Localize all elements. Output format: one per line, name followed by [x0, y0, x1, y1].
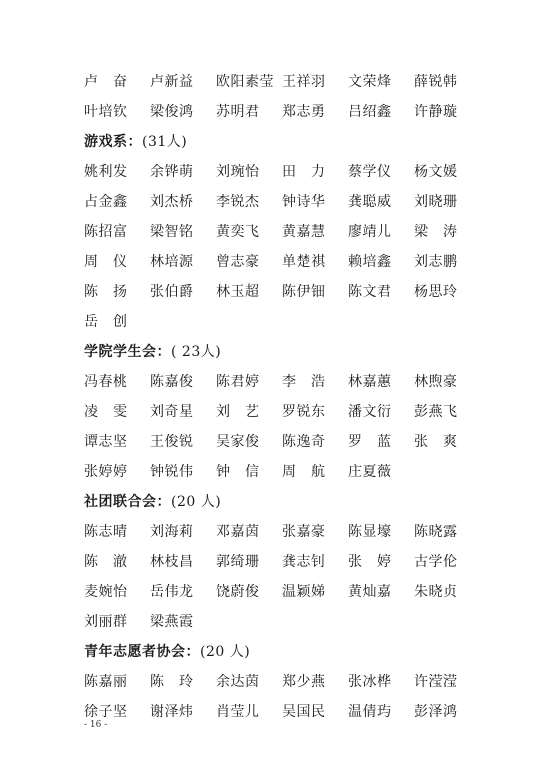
member-name: 吴国民 — [282, 704, 326, 720]
member-name: 庄夏薇 — [348, 464, 392, 480]
member-name: 麦婉怡 — [84, 584, 128, 600]
member-name: 文荣烽 — [348, 74, 392, 90]
member-name: 龚聪威 — [348, 194, 392, 210]
member-name: 陈君婷 — [216, 374, 260, 390]
member-name: 潘文衍 — [348, 404, 392, 420]
section-count: (20 人) — [200, 644, 251, 660]
name-row — [84, 96, 484, 126]
member-name: 王俊锐 — [150, 434, 194, 450]
page-number: - 16 - — [84, 720, 108, 730]
member-name: 陈招富 — [84, 224, 128, 240]
member-name: 彭燕飞 — [414, 404, 458, 420]
member-name: 彭泽鸿 — [414, 704, 458, 720]
name-row — [84, 606, 484, 636]
name-row — [84, 456, 484, 486]
member-name: 周 航 — [282, 464, 326, 480]
member-name: 林枝昌 — [150, 554, 194, 570]
name-row — [84, 576, 484, 606]
member-name: 陈显壕 — [348, 524, 392, 540]
member-name: 王祥羽 — [282, 74, 326, 90]
member-name: 张伯爵 — [150, 284, 194, 300]
name-row — [84, 666, 484, 696]
section-heading — [84, 126, 484, 156]
member-name: 薛锐韩 — [414, 74, 458, 90]
member-name: 刘丽群 — [84, 614, 128, 630]
member-name: 张婷婷 — [84, 464, 128, 480]
member-name: 郑志勇 — [282, 104, 326, 120]
member-name: 龚志钊 — [282, 554, 326, 570]
member-name: 许滢滢 — [414, 674, 458, 690]
member-name: 张冰桦 — [348, 674, 392, 690]
member-name: 张 婷 — [348, 554, 392, 570]
member-name: 李 浩 — [282, 374, 326, 390]
member-name: 曾志豪 — [216, 254, 260, 270]
section-heading — [84, 336, 484, 366]
member-name: 梁俊鸿 — [150, 104, 194, 120]
member-name: 杨文媛 — [414, 164, 458, 180]
member-name: 赖培鑫 — [348, 254, 392, 270]
member-name: 刘海莉 — [150, 524, 194, 540]
member-name: 刘志鹏 — [414, 254, 458, 270]
member-name: 陈文君 — [348, 284, 392, 300]
name-row — [84, 366, 484, 396]
name-row — [84, 696, 484, 726]
member-name: 卢新益 — [150, 74, 194, 90]
member-name: 古学伦 — [414, 554, 458, 570]
section-title: 游戏系： — [84, 134, 142, 150]
member-name: 吴家俊 — [216, 434, 260, 450]
name-list-document — [84, 66, 484, 726]
section-count: (31人) — [142, 134, 188, 150]
member-name: 单楚祺 — [282, 254, 326, 270]
member-name: 刘晓珊 — [414, 194, 458, 210]
member-name: 欧阳素莹 — [216, 74, 274, 90]
section-title: 青年志愿者协会： — [84, 644, 200, 660]
name-row — [84, 156, 484, 186]
member-name: 蔡学仪 — [348, 164, 392, 180]
member-name: 周 仪 — [84, 254, 128, 270]
section-count: (20 人) — [171, 494, 222, 510]
member-name: 许静璇 — [414, 104, 458, 120]
member-name: 刘奇星 — [150, 404, 194, 420]
member-name: 陈 玲 — [150, 674, 194, 690]
member-name: 陈 澈 — [84, 554, 128, 570]
member-name: 黄灿嘉 — [348, 584, 392, 600]
name-row — [84, 246, 484, 276]
member-name: 岳伟龙 — [150, 584, 194, 600]
member-name: 凌 雯 — [84, 404, 128, 420]
member-name: 朱晓贞 — [414, 584, 458, 600]
member-name: 陈逸奇 — [282, 434, 326, 450]
member-name: 谭志坚 — [84, 434, 128, 450]
name-row — [84, 216, 484, 246]
member-name: 郭绮珊 — [216, 554, 260, 570]
member-name: 陈志晴 — [84, 524, 128, 540]
member-name: 钟 信 — [216, 464, 260, 480]
member-name: 梁燕霞 — [150, 614, 194, 630]
member-name: 陈晓露 — [414, 524, 458, 540]
name-row — [84, 66, 484, 96]
name-row — [84, 396, 484, 426]
name-row — [84, 426, 484, 456]
member-name: 林培源 — [150, 254, 194, 270]
member-name: 吕绍鑫 — [348, 104, 392, 120]
member-name: 陈嘉丽 — [84, 674, 128, 690]
member-name: 肖莹儿 — [216, 704, 260, 720]
member-name: 饶蔚俊 — [216, 584, 260, 600]
name-row — [84, 546, 484, 576]
member-name: 刘 艺 — [216, 404, 260, 420]
section-heading — [84, 636, 484, 666]
member-name: 李锐杰 — [216, 194, 260, 210]
member-name: 黄奕飞 — [216, 224, 260, 240]
member-name: 廖靖儿 — [348, 224, 392, 240]
member-name: 岳 创 — [84, 314, 128, 330]
name-row — [84, 516, 484, 546]
name-row — [84, 186, 484, 216]
member-name: 杨思玲 — [414, 284, 458, 300]
member-name: 林煦豪 — [414, 374, 458, 390]
section-title: 社团联合会： — [84, 494, 171, 510]
member-name: 温倩玙 — [348, 704, 392, 720]
member-name: 冯春桃 — [84, 374, 128, 390]
member-name: 张嘉豪 — [282, 524, 326, 540]
section-heading — [84, 486, 484, 516]
member-name: 刘杰桥 — [150, 194, 194, 210]
name-row — [84, 276, 484, 306]
member-name: 钟诗华 — [282, 194, 326, 210]
member-name: 卢 奋 — [84, 74, 128, 90]
section-count: ( 23人) — [171, 344, 222, 360]
member-name: 陈嘉俊 — [150, 374, 194, 390]
member-name: 田 力 — [282, 164, 326, 180]
member-name: 刘琬怡 — [216, 164, 260, 180]
member-name: 陈 扬 — [84, 284, 128, 300]
member-name: 郑少燕 — [282, 674, 326, 690]
name-row — [84, 306, 484, 336]
member-name: 黄嘉慧 — [282, 224, 326, 240]
section-title: 学院学生会： — [84, 344, 171, 360]
member-name: 苏明君 — [216, 104, 260, 120]
member-name: 徐子坚 — [84, 704, 128, 720]
member-name: 占金鑫 — [84, 194, 128, 210]
member-name: 叶培钦 — [84, 104, 128, 120]
member-name: 罗锐东 — [282, 404, 326, 420]
member-name: 林嘉蕙 — [348, 374, 392, 390]
member-name: 钟锐伟 — [150, 464, 194, 480]
member-name: 温颖娣 — [282, 584, 326, 600]
member-name: 陈伊钿 — [282, 284, 326, 300]
member-name: 邓嘉茵 — [216, 524, 260, 540]
member-name: 林玉超 — [216, 284, 260, 300]
member-name: 姚利发 — [84, 164, 128, 180]
member-name: 余铧萌 — [150, 164, 194, 180]
member-name: 谢泽炜 — [150, 704, 194, 720]
member-name: 罗 蓝 — [348, 434, 392, 450]
member-name: 梁智铭 — [150, 224, 194, 240]
member-name: 余达茵 — [216, 674, 260, 690]
member-name: 梁 涛 — [414, 224, 458, 240]
member-name: 张 爽 — [414, 434, 458, 450]
